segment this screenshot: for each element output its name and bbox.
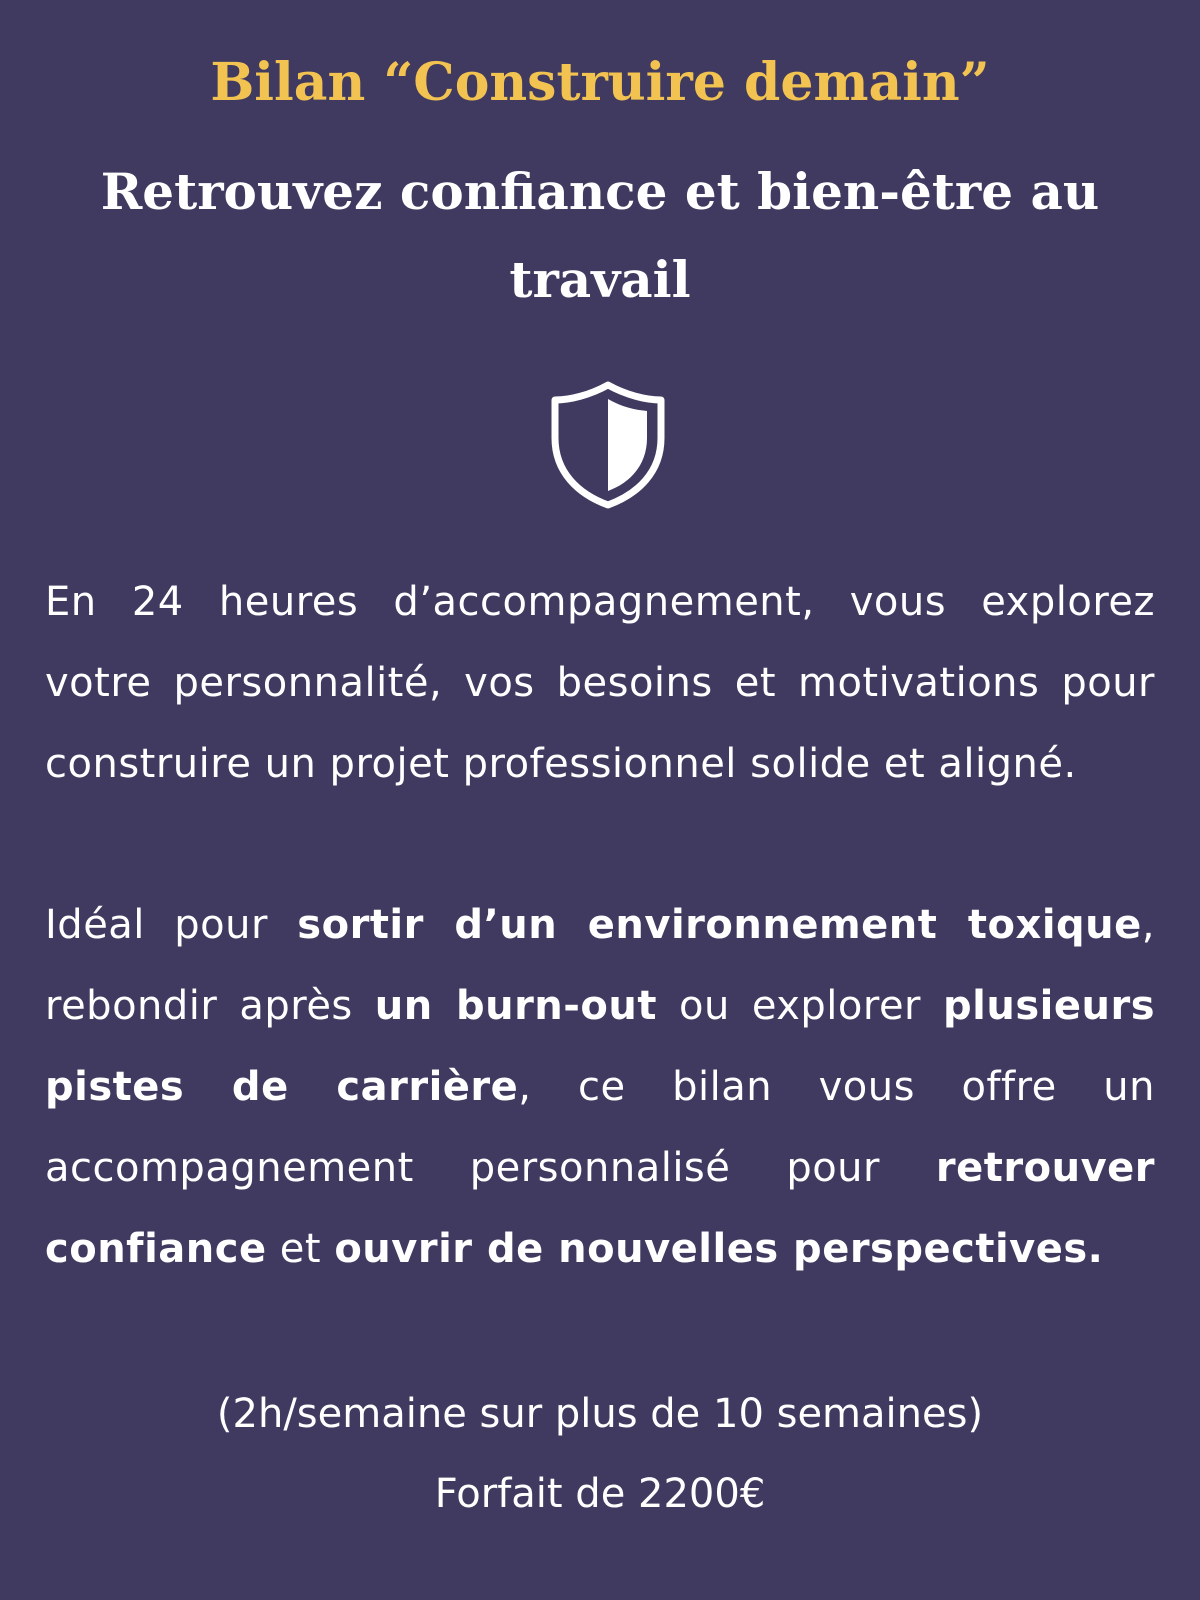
- ideal-highlight-careers: plusieurs pistes de carrière: [45, 983, 1155, 1110]
- price-text: Forfait de 2200€: [434, 1471, 766, 1517]
- ideal-text-4: , ce bilan vous offre un accompagnement personnalisé pour: [45, 1064, 1155, 1191]
- ideal-paragraph: [45, 885, 1155, 1290]
- ideal-text-2: , rebondir après: [45, 902, 1155, 1029]
- description-paragraph: En 24 heures d’accompagnement, vous explorez votre personnalité, vos besoins et motivations pour construire un projet professionnel solide et aligné.: [45, 579, 1155, 787]
- ideal-highlight-burnout: un burn-out: [374, 983, 657, 1029]
- page-title: Retrouvez confiance et bien-être au travail: [100, 162, 1100, 309]
- schedule-text: (2h/semaine sur plus de 10 semaines): [216, 1391, 984, 1437]
- ideal-highlight-perspectives: ouvrir de nouvelles perspectives.: [334, 1226, 1104, 1272]
- ideal-text-3: ou explorer: [656, 983, 944, 1029]
- ideal-text-1: Idéal pour: [45, 902, 298, 948]
- shield-icon: [546, 376, 670, 512]
- ideal-highlight-toxic: sortir d’un environnement toxique: [297, 902, 1142, 948]
- ideal-highlight-confidence: retrouver confiance: [45, 1145, 1155, 1272]
- ideal-text-5: et: [266, 1226, 335, 1272]
- eyebrow-title: Bilan “Construire demain”: [210, 52, 990, 113]
- pricing-footer: [0, 1374, 1200, 1534]
